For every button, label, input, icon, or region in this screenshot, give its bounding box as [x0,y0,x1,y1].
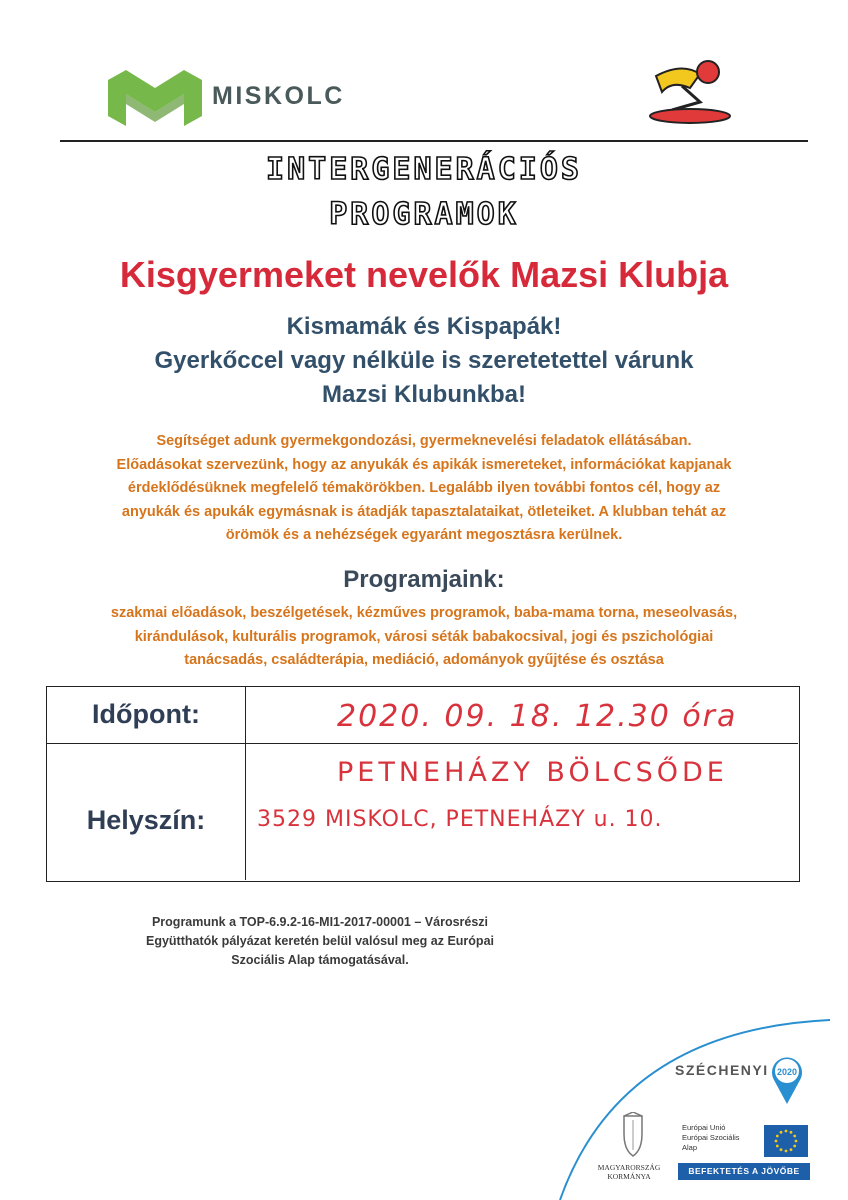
funding-line: Együtthatók pályázat keretén belül valósul meg az Európai [145,934,494,948]
coat-of-arms-icon [620,1112,646,1160]
title-line-1: INTERGENERÁCIÓS [266,152,582,187]
szechenyi-label: SZÉCHENYI [675,1062,769,1078]
intro-line: örömök és a nehézségek egyaránt megosztásra kerülnek. [225,527,623,543]
intro-line: érdeklődésüknek megfelelő témakörökben. Legalább ilyen további fontos cél, hogy az [127,480,721,496]
funding-line: Szociális Alap támogatásával. [231,953,409,967]
eu-flag-icon [764,1125,808,1157]
eu-text [682,1123,740,1153]
funding-note [60,913,580,970]
invest-banner: BEFEKTETÉS A JÖVŐBE [678,1163,810,1180]
city-name: MISKOLC [212,82,345,110]
club-name: Kisgyermeket nevelők Mazsi Klubja [119,254,729,295]
title-line-2: PROGRAMOK [329,197,519,232]
government-line-2: KORMÁNYA [607,1172,651,1181]
eu-logo-box [678,1120,810,1162]
funding-line: Programunk a TOP-6.9.2-16-MI1-2017-00001 – Városrészi [151,915,489,929]
info-table [46,686,800,882]
szechenyi-pin-icon [770,1054,804,1104]
intro-line: Előadásokat szervezünk, hogy az anyukák és apikák ismereteket, információkat kapjanak [116,456,732,473]
government-line-1: MAGYARORSZÁG [597,1163,661,1172]
tagline-line-2: Gyerkőccel vagy nélküle is szeretetettel várunk [154,347,694,374]
tagline-line-3: Mazsi Klubunkba! [321,381,526,408]
miskolc-logo-icon [108,70,202,126]
place-address: 3529 MISKOLC, PETNEHÁZY u. 10. [257,807,663,832]
government-label [588,1163,670,1181]
table-divider-vertical [245,687,246,880]
intro-paragraph [98,430,750,548]
tagline-line-1: Kismamák és Kispapák! [286,313,562,340]
programs-line: tanácsadás, családterápia, mediáció, adományok gyűjtése és osztása [184,652,664,668]
intro-line: Segítséget adunk gyermekgondozási, gyermeknevelési feladatok ellátásában. [156,433,692,449]
mascot-icon [642,52,734,128]
eu-line-1: Európai Unió [682,1123,726,1132]
intro-line: anyukák és apukák egymásnak is átadják tapasztalataikat, ötleteiket. A klubban tehát az [121,503,727,520]
eu-line-2: Európai Szociális [682,1133,740,1142]
szechenyi-year: 2020 [776,1067,798,1077]
programs-heading: Programjaink: [343,566,505,593]
tagline [0,310,848,412]
header-divider [60,140,808,142]
programs-line: kirándulások, kulturális programok, városi séták babakocsival, jogi és pszichológiai [134,628,714,645]
place-name: PETNEHÁZY BÖLCSŐDE [337,757,728,788]
time-value: 2020. 09. 18. 12.30 óra [337,699,738,734]
eu-line-3: Alap [682,1143,698,1152]
programs-line: szakmai előadások, beszélgetések, kézműves programok, baba-mama torna, meseolvasás, [110,605,738,621]
time-label: Időpont: [92,699,200,729]
programs-list [58,602,790,673]
table-divider-horizontal [47,743,798,744]
place-label: Helyszín: [86,805,206,835]
